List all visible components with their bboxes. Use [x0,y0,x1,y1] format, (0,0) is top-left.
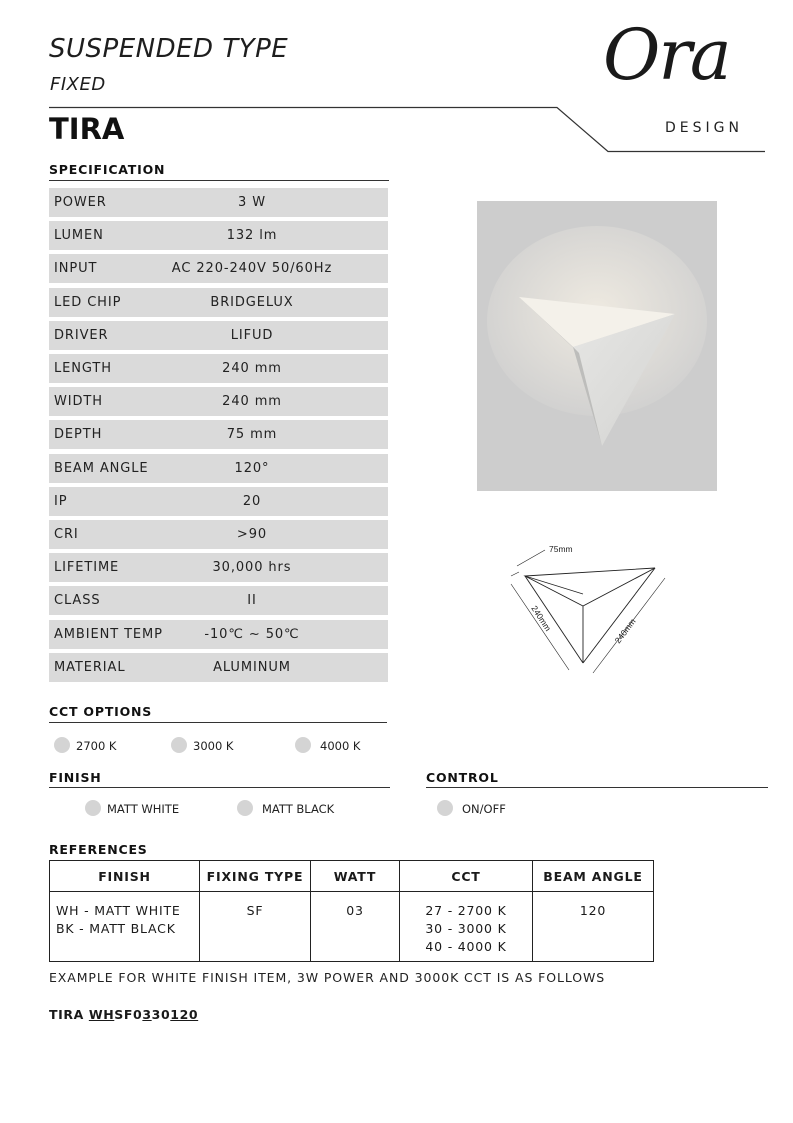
product-photo [477,201,717,491]
code-watt-a: 0 [133,1007,143,1022]
logo-wordmark: DESIGN [665,120,743,136]
length-label: 240mm [529,603,554,633]
spec-label: LED CHIP [54,294,122,310]
product-name: TIRA [49,112,125,146]
code-cct: 30 [151,1007,171,1022]
spec-row [49,653,388,682]
cct-options-rule [49,722,387,723]
code-prefix: TIRA [49,1007,89,1022]
specification-rule [49,180,389,181]
example-text: EXAMPLE FOR WHITE FINISH ITEM, 3W POWER AND 3000K CCT IS AS FOLLOWS [49,970,606,985]
product-photo-image [477,201,717,491]
spec-row [49,188,388,217]
spec-row [49,420,388,449]
code-beam: 120 [170,1007,199,1022]
spec-value: 132 lm [226,228,278,244]
spec-row [49,321,388,350]
depth-label: 75mm [549,544,573,554]
spec-value: 120° [234,460,270,476]
product-subtype: FIXED [50,74,106,95]
radio-dot-icon [85,800,101,816]
radio-dot-icon [295,737,311,753]
spec-row [49,288,388,317]
col-header-cct: CCT [400,861,533,892]
specification-title: SPECIFICATION [49,162,166,177]
spec-value: AC 220-240V 50/60Hz [171,261,333,277]
spec-value: -10℃ ~ 50℃ [204,626,300,642]
cct-option-label: 4000 K [320,739,361,753]
spec-row [49,454,388,483]
code-finish: WH [88,1007,115,1022]
control-rule [426,787,768,788]
cell-finish [50,892,200,962]
spec-row [49,553,388,582]
table-row [50,892,654,962]
col-header-watt: WATT [311,861,400,892]
code-watt-b: 3 [142,1007,152,1022]
ora-design-logo [595,14,765,140]
radio-dot-icon [171,737,187,753]
finish-title: FINISH [49,770,102,785]
spec-value: 20 [242,493,262,509]
logo-script: Ora [603,14,730,96]
cell-watt: 03 [311,892,400,962]
radio-dot-icon [237,800,253,816]
references-title: REFERENCES [49,842,148,857]
references-header-row [50,861,654,892]
cell-beam-angle: 120 [533,892,654,962]
spec-label: MATERIAL [54,659,126,675]
spec-row [49,586,388,615]
spec-value: BRIDGELUX [210,294,294,310]
cct-option-label: 2700 K [76,739,117,753]
spec-label: DEPTH [54,427,103,443]
spec-label: LUMEN [54,228,104,244]
radio-dot-icon [54,737,70,753]
cct-options-title: CCT OPTIONS [49,704,153,719]
dimension-diagram [505,538,685,683]
spec-label: AMBIENT TEMP [54,626,163,642]
cct-code-line: 40 - 4000 K [425,939,507,954]
references-table [49,860,654,962]
col-header-fixing-type: FIXING TYPE [200,861,311,892]
spec-label: LENGTH [54,361,112,376]
spec-row [49,254,388,283]
spec-value: 75 mm [226,427,278,443]
example-code [49,1007,198,1022]
finish-rule [49,787,390,788]
spec-value: 240 mm [222,394,282,410]
spec-label: WIDTH [54,394,103,410]
spec-value: 30,000 hrs [212,560,292,576]
cell-fixing-type: SF [200,892,311,962]
cell-cct [400,892,533,962]
cct-code-line: 30 - 3000 K [425,921,507,936]
spec-label: LIFETIME [54,560,120,576]
radio-dot-icon [437,800,453,816]
spec-label: CLASS [54,593,101,609]
finish-option-label: MATT BLACK [262,802,335,816]
spec-row [49,387,388,416]
spec-value: >90 [236,527,268,542]
spec-value: 3 W [238,195,266,210]
spec-label: BEAM ANGLE [54,460,149,476]
spec-label: INPUT [54,261,98,277]
spec-row [49,520,388,549]
spec-row [49,221,388,250]
finish-code-line: WH - MATT WHITE [56,903,181,918]
product-type: SUSPENDED TYPE [49,34,289,64]
spec-label: CRI [54,527,79,542]
spec-row [49,620,388,649]
control-option-label: ON/OFF [462,802,506,816]
spec-value: LIFUD [230,327,274,343]
width-label: 240mm [612,616,638,646]
spec-label: POWER [54,195,107,210]
cct-option-label: 3000 K [193,739,234,753]
col-header-beam-angle: BEAM ANGLE [533,861,654,892]
code-fixing: SF [114,1007,134,1022]
finish-code-line: BK - MATT BLACK [56,921,176,936]
col-header-finish: FINISH [50,861,200,892]
spec-value: ALUMINUM [213,659,291,675]
spec-label: IP [54,493,68,509]
cct-code-line: 27 - 2700 K [425,903,507,918]
spec-label: DRIVER [54,327,109,343]
spec-row [49,487,388,516]
spec-row [49,354,388,383]
finish-option-label: MATT WHITE [107,802,180,816]
control-title: CONTROL [426,770,499,785]
spec-value: 240 mm [222,361,282,376]
spec-value: II [247,593,257,609]
